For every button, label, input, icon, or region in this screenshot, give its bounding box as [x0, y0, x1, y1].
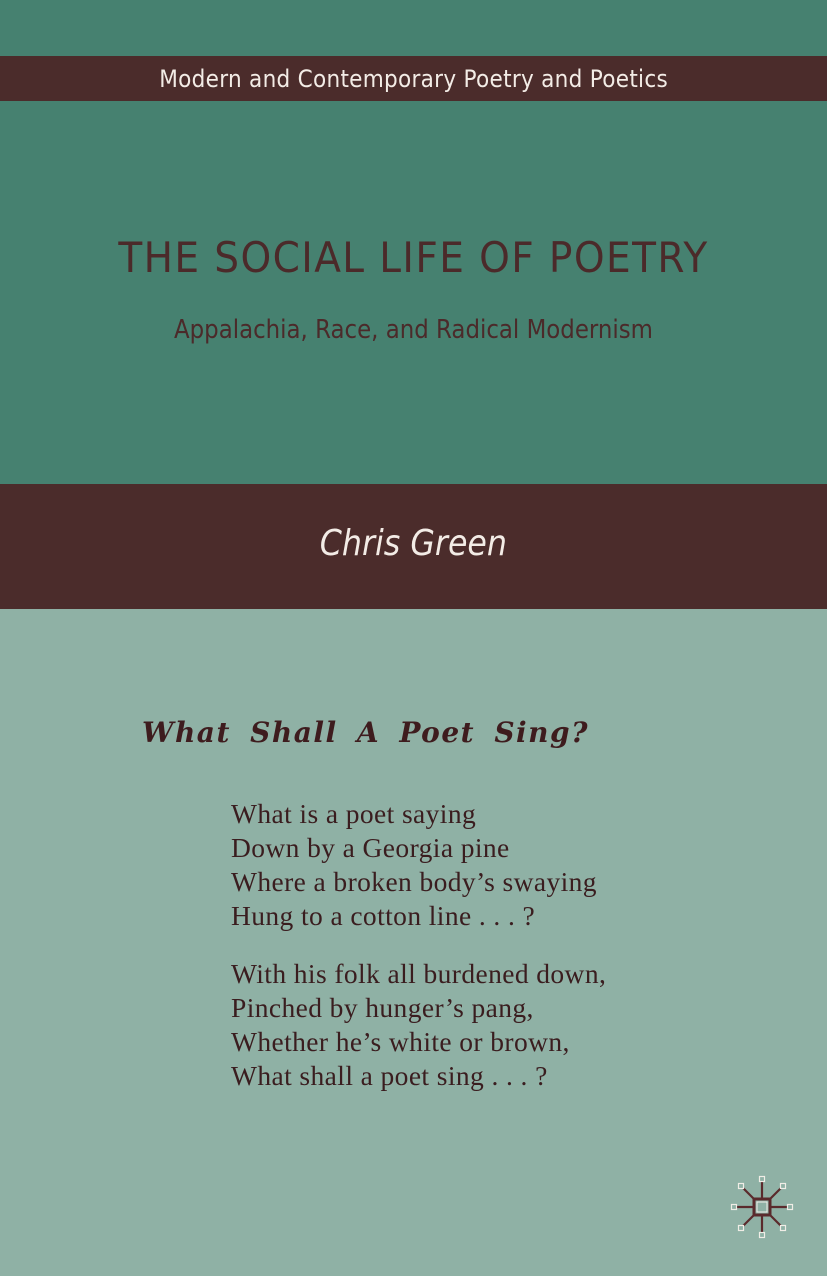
poem-line: What shall a poet sing . . . ?	[231, 1060, 548, 1091]
poem-line: Pinched by hunger’s pang,	[231, 992, 534, 1023]
bottom-panel	[0, 609, 827, 1276]
poem-title: What Shall A Poet Sing?	[142, 716, 590, 749]
series-name: Modern and Contemporary Poetry and Poetics	[159, 64, 668, 93]
poem-line: Down by a Georgia pine	[231, 832, 510, 863]
poem-line: With his folk all burdened down,	[231, 958, 607, 989]
poem-line: Where a broken body’s swaying	[231, 866, 597, 897]
author-band	[0, 484, 827, 609]
poem-line: Whether he’s white or brown,	[231, 1026, 570, 1057]
poem-stanza-2	[231, 957, 606, 1093]
series-band	[0, 56, 827, 101]
poem-line: What is a poet saying	[231, 798, 477, 829]
poem-line: Hung to a cotton line . . . ?	[231, 900, 536, 931]
palgrave-star-icon	[729, 1174, 795, 1240]
book-title: THE SOCIAL LIFE OF POETRY	[118, 233, 709, 282]
author-name: Chris Green	[319, 523, 508, 564]
poem-stanza-1	[231, 797, 597, 933]
book-subtitle: Appalachia, Race, and Radical Modernism	[174, 315, 653, 345]
